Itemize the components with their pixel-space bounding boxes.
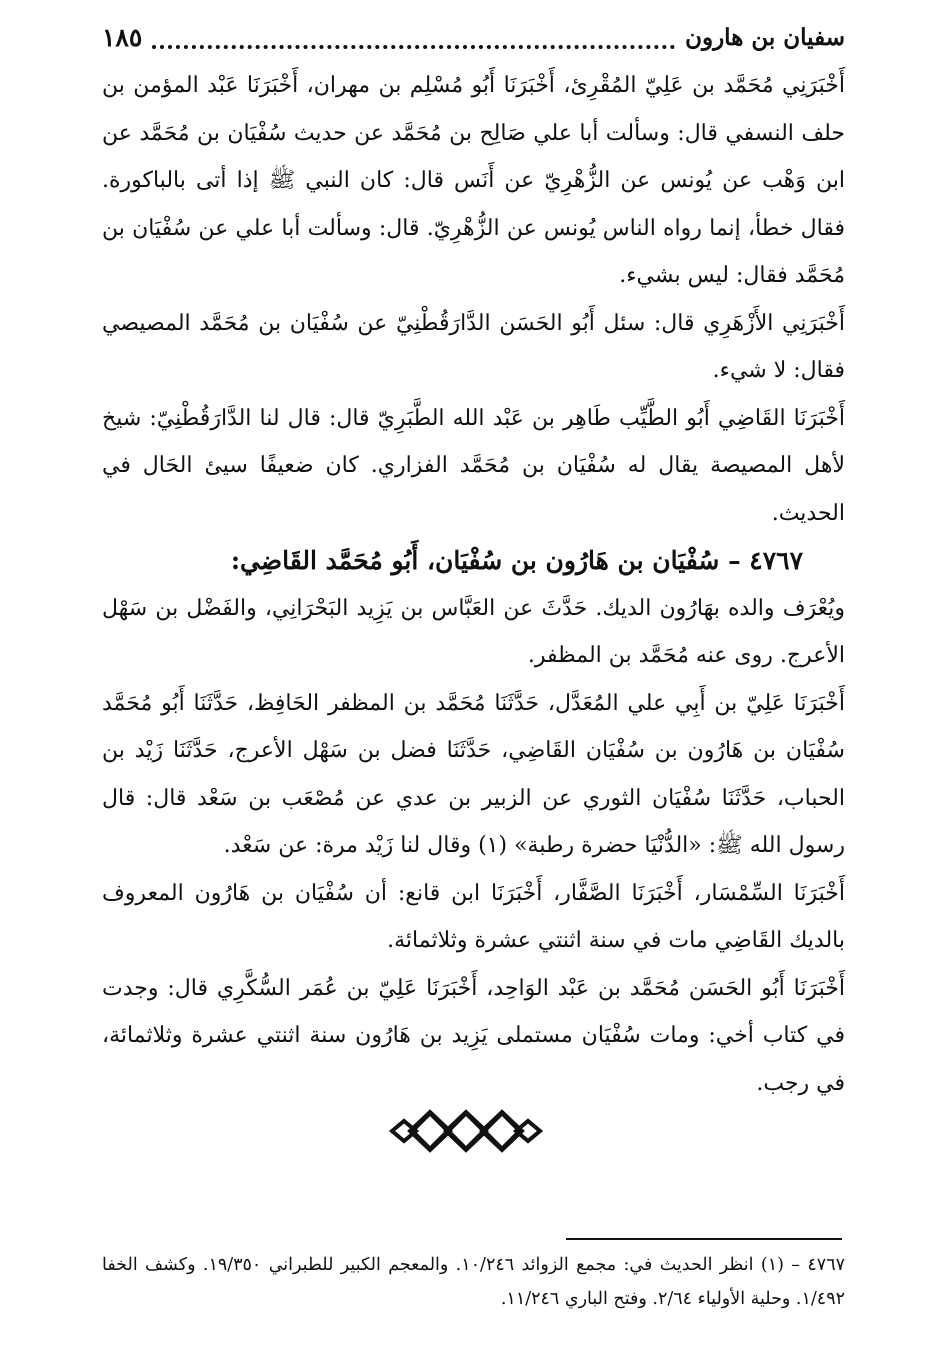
page-number: ١٨٥ xyxy=(102,23,143,52)
paragraph: أَخْبَرَنِي مُحَمَّد بن عَلِيّ المُقْرِئ، أَخْبَرَنَا أَبُو مُسْلِم بن مهران، أَخْبَرَنَا عَبْد المؤمن بن حلف النسفي قال: وسألت أبا علي صَالِح بن مُحَمَّد عن حديث سُفْيَان بن مُحَمَّد عن ابن وَهْب عن يُونس عن الزُّهْرِيّ عن أَنَس قال: كان النبي ﷺ إذا أتى بالباكورة. فقال خطأ، إنما رواه الناس يُونس عن الزُّهْرِيّ. قال: وسألت أبا علي عن سُفْيَان بن مُحَمَّد فقال: ليس بشيء. xyxy=(102,73,845,288)
footnotes xyxy=(102,1248,845,1316)
interlaced-diamond-ornament-icon xyxy=(388,1108,544,1154)
footnote: ٤٧٦٧ – (١) انظر الحديث في: مجمع الزوائد ١٠/٢٤٦. والمعجم الكبير للطبراني ١٩/٣٥٠. وكشف الخفا ١/٤٩٢. وحلية الأولياء ٢/٦٤. وفتح الباري ١١/٢٤٦. xyxy=(102,1255,845,1309)
paragraph: ويُعْرَف والده بهَارُون الديك. حَدَّثَ عن العَبَّاس بن يَزِيد البَحْرَانِي، والفَضْل بن سَهْل الأعرج. روى عنه مُحَمَّد بن المظفر. xyxy=(102,595,845,668)
running-head: سفيان بن هارون xyxy=(685,24,845,51)
paragraph: أَخْبَرَنَا أَبُو الحَسَن مُحَمَّد بن عَبْد الوَاحِد، أَخْبَرَنَا عَلِيّ بن عُمَر السُّكَّرِي قال: وجدت في كتاب أخي: ومات سُفْيَان مستملى يَزِيد بن هَارُون سنة اثنتي عشرة وثلاثمائة، في رجب. xyxy=(102,975,845,1096)
footnote-separator xyxy=(566,1238,842,1240)
entry-heading: ٤٧٦٧ – سُفْيَان بن هَارُون بن سُفْيَان، أَبُو مُحَمَّد القَاضِي: xyxy=(230,546,803,575)
page-header xyxy=(102,18,845,58)
paragraph: أَخْبَرَنِي الأَزْهَرِي قال: سئل أَبُو الحَسَن الدَّارَقُطْنِيّ عن سُفْيَان بن مُحَمَّد المصيصي فقال: لا شيء. xyxy=(102,310,845,383)
header-dotted-leader xyxy=(152,45,675,49)
paragraph: أَخْبَرَنَا عَلِيّ بن أَبِي علي المُعَدَّل، حَدَّثَنَا مُحَمَّد بن المظفر الحَافِظ، حَدَّثَنَا أَبُو مُحَمَّد سُفْيَان بن هَارُون بن سُفْيَان القَاضِي، حَدَّثَنَا فضل بن سَهْل الأعرج، حَدَّثَنَا زَيْد بن الحباب، حَدَّثَنَا سُفْيَان الثوري عن الزبير بن عدي عن مُصْعَب بن سَعْد قال: قال رسول الله ﷺ: «الدُّنْيَا حضرة رطبة» (١) وقال لنا زَيْد مرة: عن سَعْد. xyxy=(102,690,845,858)
paragraph: أَخْبَرَنَا القَاضِي أَبُو الطَّيِّب طَاهِر بن عَبْد الله الطَّبَرِيّ قال: قال لنا الدَّارَقُطْنِيّ: شيخ لأهل المصيصة يقال له سُفْيَان بن مُحَمَّد الفزاري. كان ضعيفًا سيئ الحَال في الحديث. xyxy=(102,405,845,526)
paragraph: أَخْبَرَنَا السِّمْسَار، أَخْبَرَنَا الصَّفَّار، أَخْبَرَنَا ابن قانع: أن سُفْيَان بن هَارُون المعروف بالديك القَاضِي مات في سنة اثنتي عشرة وثلاثمائة. xyxy=(102,880,845,953)
main-text xyxy=(102,62,845,1107)
